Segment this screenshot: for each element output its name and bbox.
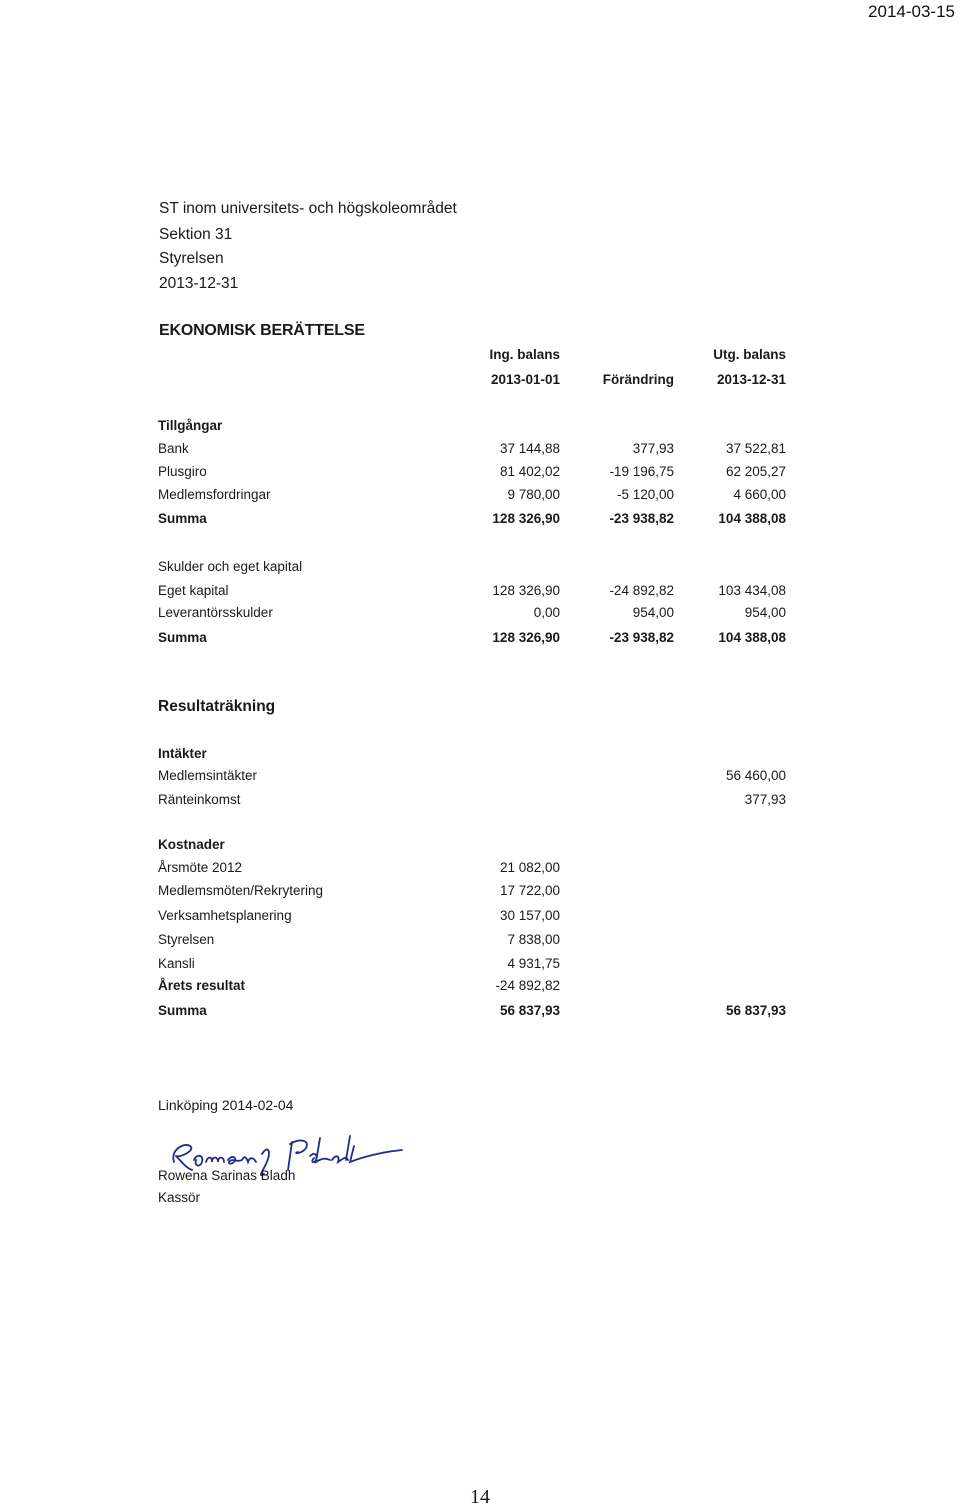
liabilities-row-label: Eget kapital [158, 583, 229, 598]
assets-sum-label: Summa [158, 511, 207, 526]
assets-row-change: -19 196,75 [609, 464, 674, 479]
assets-row-label: Plusgiro [158, 464, 207, 479]
page-title: EKONOMISK BERÄTTELSE [159, 322, 365, 339]
result-value: -24 892,82 [495, 978, 560, 993]
report-date: 2013-12-31 [159, 275, 239, 292]
assets-heading: Tillgångar [158, 418, 223, 433]
assets-sum-ing: 128 326,90 [492, 511, 560, 526]
assets-row-change: 377,93 [632, 441, 674, 456]
cost-row-value: 30 157,00 [499, 908, 560, 923]
cost-row-value: 17 722,00 [499, 883, 560, 898]
col-change-label: Förändring [602, 372, 674, 387]
signatory-role: Kassör [158, 1190, 201, 1205]
income-statement-title: Resultaträkning [158, 698, 276, 715]
liabilities-sum-ing: 128 326,90 [492, 630, 560, 645]
cost-row-label: Årsmöte 2012 [158, 860, 243, 875]
liabilities-row-change: -24 892,82 [609, 583, 674, 598]
assets-row-utg: 4 660,00 [733, 487, 786, 502]
assets-row-change: -5 120,00 [616, 487, 674, 502]
page-number: 14 [470, 1486, 490, 1508]
cost-row-label: Verksamhetsplanering [158, 908, 292, 923]
liabilities-sum-utg: 104 388,08 [718, 630, 786, 645]
liabilities-heading: Skulder och eget kapital [158, 559, 303, 574]
document-date: 2014-03-15 [868, 2, 955, 21]
assets-sum-utg: 104 388,08 [718, 511, 786, 526]
assets-row-ing: 37 144,88 [499, 441, 560, 456]
liabilities-row-ing: 128 326,90 [492, 583, 560, 598]
income-sum-label: Summa [158, 1003, 207, 1018]
place-date: Linköping 2014-02-04 [158, 1097, 294, 1113]
handwritten-signature [150, 1132, 410, 1192]
cost-row-label: Styrelsen [158, 932, 215, 947]
assets-row-label: Bank [158, 441, 189, 456]
result-label: Årets resultat [158, 978, 246, 993]
org-name: ST inom universitets- och högskoleområdet [159, 200, 457, 217]
col-ing-date: 2013-01-01 [490, 372, 560, 387]
assets-row-utg: 37 522,81 [725, 441, 786, 456]
board-name: Styrelsen [159, 250, 224, 267]
section-name: Sektion 31 [159, 226, 233, 243]
assets-row-ing: 81 402,02 [499, 464, 560, 479]
assets-row-label: Medlemsfordringar [158, 487, 271, 502]
liabilities-row-utg: 103 434,08 [718, 583, 786, 598]
liabilities-row-ing: 0,00 [533, 605, 560, 620]
costs-heading: Kostnader [158, 837, 225, 852]
assets-row-ing: 9 780,00 [507, 487, 560, 502]
liabilities-sum-label: Summa [158, 630, 207, 645]
income-sum-income: 56 837,93 [725, 1003, 786, 1018]
signatory-name: Rowena Sarinas Bladh [158, 1168, 296, 1183]
cost-row-label: Medlemsmöten/Rekrytering [158, 883, 324, 898]
col-utg-label: Utg. balans [713, 347, 786, 362]
col-ing-label: Ing. balans [489, 347, 560, 362]
assets-row-utg: 62 205,27 [725, 464, 786, 479]
cost-row-value: 21 082,00 [499, 860, 560, 875]
income-sum-costs: 56 837,93 [499, 1003, 560, 1018]
income-heading: Intäkter [158, 746, 207, 761]
income-row-label: Ränteinkomst [158, 792, 241, 807]
liabilities-row-change: 954,00 [632, 605, 674, 620]
cost-row-value: 4 931,75 [507, 956, 560, 971]
liabilities-sum-change: -23 938,82 [609, 630, 674, 645]
income-row-value: 56 460,00 [725, 768, 786, 783]
liabilities-row-utg: 954,00 [744, 605, 786, 620]
cost-row-label: Kansli [158, 956, 195, 971]
liabilities-row-label: Leverantörsskulder [158, 605, 273, 620]
assets-sum-change: -23 938,82 [609, 511, 674, 526]
col-utg-date: 2013-12-31 [716, 372, 786, 387]
cost-row-value: 7 838,00 [507, 932, 560, 947]
income-row-label: Medlemsintäkter [158, 768, 258, 783]
income-row-value: 377,93 [744, 792, 786, 807]
